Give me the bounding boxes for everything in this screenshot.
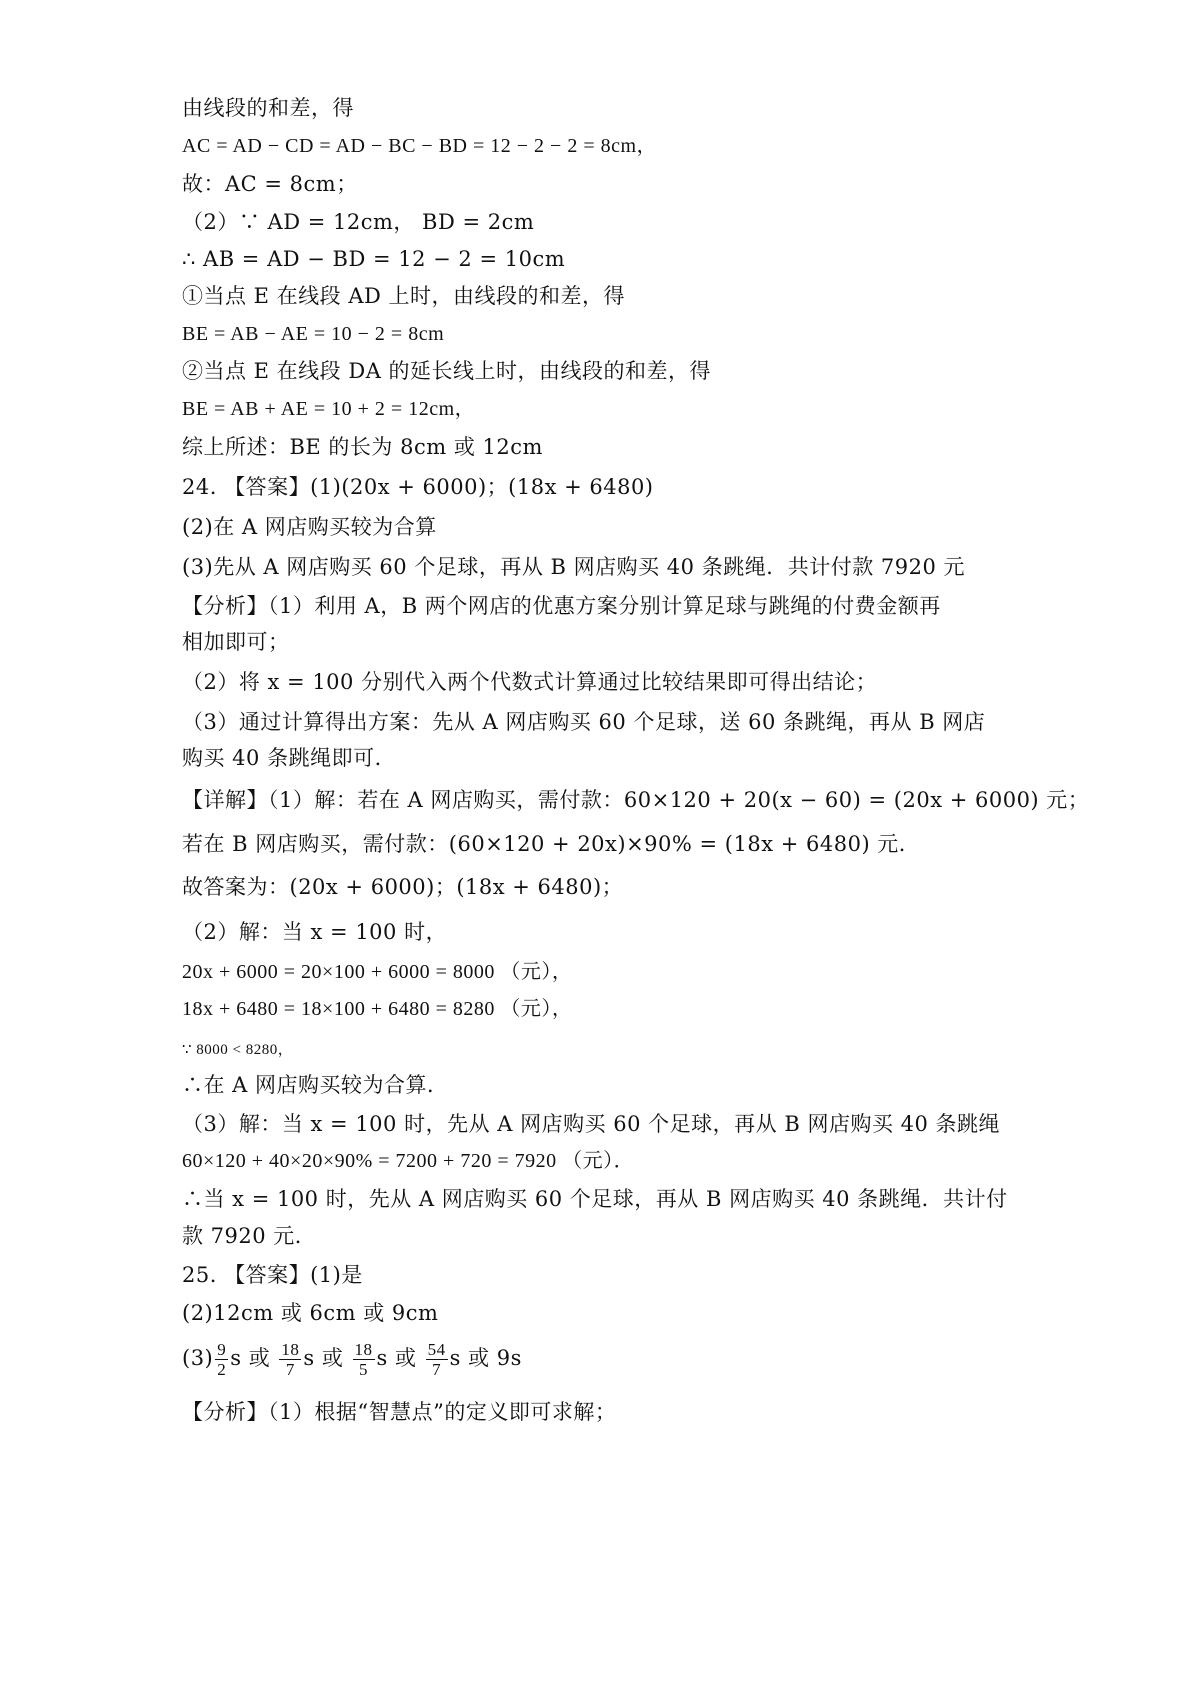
text-line: （2）∵ AD = 12cm， BD = 2cm [182,210,535,234]
equation-line: BE = AB + AE = 10 + 2 = 12cm， [182,398,476,420]
text-line: ①当点 E 在线段 AD 上时，由线段的和差，得 [182,284,626,308]
answer-line-q25: 25. 【答案】(1)是 [182,1263,363,1287]
text-line: （2）解：当 x = 100 时， [182,920,448,944]
text-line: （3）解：当 x = 100 时，先从 A 网店购买 60 个足球，再从 B 网店购买 40 条跳绳 [182,1112,1001,1136]
unit-text: s 或 [376,1346,417,1370]
equation-line: 20x + 6000 = 20×100 + 6000 = 8000 （元）， [182,961,573,983]
part-prefix: (3) [182,1346,214,1370]
text-line: ∴在 A 网店购买较为合算． [182,1073,449,1097]
answer-line-q24: 24. 【答案】(1)(20x + 6000)；(18x + 6480) [182,475,654,499]
detail-heading: 【详解】（1）解：若在 A 网店购买，需付款：60×120 + 20(x − 60) = (20x + 6000) 元； [182,788,1090,812]
text-line: 故：AC = 8cm； [182,172,358,196]
text-line: ∴ AB = AD − BD = 12 − 2 = 10cm [182,247,566,271]
analysis-heading: 【分析】（1）根据“智慧点”的定义即可求解； [182,1400,617,1424]
fraction: $\frac{54}{7}$ [427,1340,446,1379]
equation-line: AC = AD − CD = AD − BC − BD = 12 − 2 − 2 = 8cm， [182,135,658,157]
fraction: $\frac{18}{5}$ [354,1340,373,1379]
text-line: ∴当 x = 100 时，先从 A 网店购买 60 个足球，再从 B 网店购买 40 条跳绳．共计付 [182,1187,1008,1211]
text-line: 若在 B 网店购买，需付款：(60×120 + 20x)×90% = (18x + 6480) 元． [182,832,921,856]
text-line: 由线段的和差，得 [182,96,354,120]
equation-line: ∵ 8000 < 8280， [182,1042,294,1058]
text-line: （3）通过计算得出方案：先从 A 网店购买 60 个足球，送 60 条跳绳，再从 B 网店 [182,710,986,734]
text-line: 综上所述：BE 的长为 8cm 或 12cm [182,435,543,459]
text-line: 款 7920 元． [182,1224,317,1248]
equation-line: 60×120 + 40×20×90% = 7200 + 720 = 7920 （元）． [182,1150,635,1172]
fraction: $\frac{18}{7}$ [281,1340,300,1379]
equation-line: BE = AB − AE = 10 − 2 = 8cm [182,323,445,345]
text-line: 购买 40 条跳绳即可． [182,746,397,770]
unit-text: s 或 9s [449,1346,522,1370]
fraction: $\frac{9}{2}$ [217,1340,227,1379]
text-line: 相加即可； [182,630,290,654]
equation-line: 18x + 6480 = 18×100 + 6480 = 8280 （元）， [182,998,573,1020]
unit-text: s 或 [230,1346,271,1370]
analysis-heading: 【分析】（1）利用 A，B 两个网店的优惠方案分别计算足球与跳绳的付费金额再 [182,594,941,618]
fraction-answer-line [182,1336,522,1380]
text-line: ②当点 E 在线段 DA 的延长线上时，由线段的和差，得 [182,359,712,383]
text-line: 故答案为：(20x + 6000)；(18x + 6480)； [182,875,624,899]
text-line: (2)12cm 或 6cm 或 9cm [182,1301,439,1325]
text-line: (2)在 A 网店购买较为合算 [182,515,437,539]
text-line: (3)先从 A 网店购买 60 个足球，再从 B 网店购买 40 条跳绳．共计付款 7920 元 [182,555,965,579]
unit-text: s 或 [303,1346,344,1370]
text-line: （2）将 x = 100 分别代入两个代数式计算通过比较结果即可得出结论； [182,670,878,694]
